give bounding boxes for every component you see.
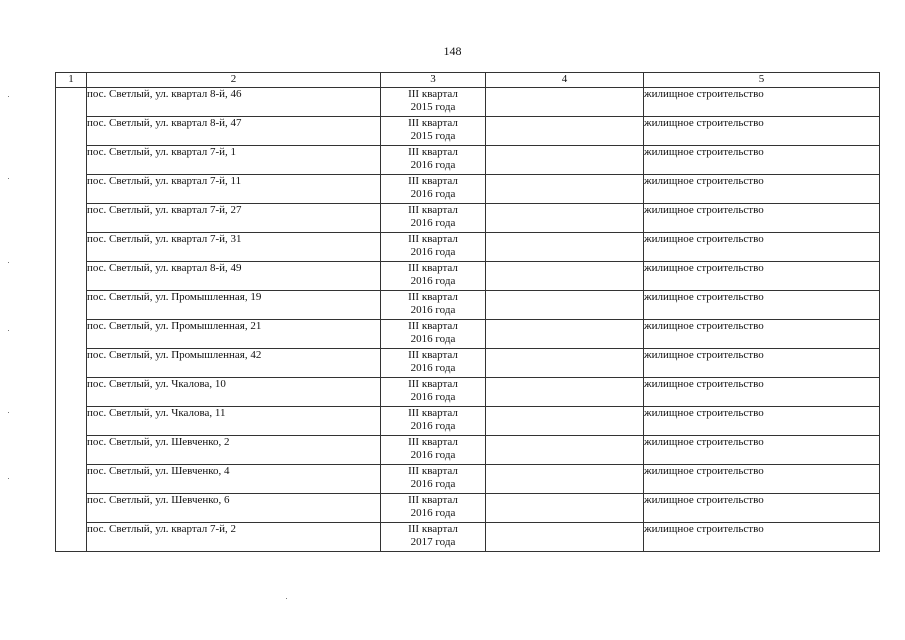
column-header-5: 5 — [644, 73, 880, 88]
table-row — [56, 465, 880, 494]
period-year: 2017 года — [410, 536, 456, 548]
period-quarter: III квартал — [408, 523, 458, 535]
period-cell — [381, 233, 486, 262]
purpose-cell: жилищное строительство — [644, 378, 880, 407]
column-4-cell — [486, 262, 644, 291]
period-year: 2016 года — [410, 188, 456, 200]
period-quarter: III квартал — [408, 233, 458, 245]
scan-artifact — [8, 178, 9, 179]
purpose-cell: жилищное строительство — [644, 523, 880, 552]
column-4-cell — [486, 407, 644, 436]
table-row — [56, 320, 880, 349]
table-row — [56, 494, 880, 523]
purpose-cell: жилищное строительство — [644, 465, 880, 494]
column-4-cell — [486, 146, 644, 175]
purpose-cell: жилищное строительство — [644, 233, 880, 262]
table-row — [56, 407, 880, 436]
period-cell — [381, 88, 486, 117]
period-year: 2016 года — [410, 449, 456, 461]
scan-artifact — [286, 598, 287, 599]
address-cell: пос. Светлый, ул. квартал 7-й, 11 — [87, 175, 381, 204]
table-header-row — [56, 73, 880, 88]
period-cell — [381, 378, 486, 407]
period-cell — [381, 494, 486, 523]
column-4-cell — [486, 320, 644, 349]
column-header-3: 3 — [381, 73, 486, 88]
period-cell — [381, 523, 486, 552]
period-year: 2016 года — [410, 246, 456, 258]
period-year: 2016 года — [410, 507, 456, 519]
scan-artifact — [8, 262, 9, 263]
table-row — [56, 117, 880, 146]
address-cell: пос. Светлый, ул. Чкалова, 10 — [87, 378, 381, 407]
period-quarter: III квартал — [408, 494, 458, 506]
column-4-cell — [486, 204, 644, 233]
purpose-cell: жилищное строительство — [644, 117, 880, 146]
address-cell: пос. Светлый, ул. Шевченко, 2 — [87, 436, 381, 465]
period-year: 2016 года — [410, 362, 456, 374]
purpose-cell: жилищное строительство — [644, 407, 880, 436]
period-year: 2016 года — [410, 275, 456, 287]
period-cell — [381, 465, 486, 494]
column-4-cell — [486, 175, 644, 204]
purpose-cell: жилищное строительство — [644, 175, 880, 204]
purpose-cell: жилищное строительство — [644, 204, 880, 233]
period-year: 2015 года — [410, 130, 456, 142]
address-cell: пос. Светлый, ул. Промышленная, 42 — [87, 349, 381, 378]
address-cell: пос. Светлый, ул. квартал 7-й, 1 — [87, 146, 381, 175]
purpose-cell: жилищное строительство — [644, 262, 880, 291]
purpose-cell: жилищное строительство — [644, 494, 880, 523]
period-cell — [381, 407, 486, 436]
period-year: 2016 года — [410, 391, 456, 403]
column-header-2: 2 — [87, 73, 381, 88]
period-year: 2016 года — [410, 333, 456, 345]
scan-artifact — [8, 330, 9, 331]
table-row — [56, 349, 880, 378]
period-year: 2015 года — [410, 101, 456, 113]
address-cell: пос. Светлый, ул. Шевченко, 6 — [87, 494, 381, 523]
period-year: 2016 года — [410, 478, 456, 490]
period-cell — [381, 175, 486, 204]
column-4-cell — [486, 494, 644, 523]
column-4-cell — [486, 523, 644, 552]
table-row — [56, 291, 880, 320]
column-4-cell — [486, 88, 644, 117]
purpose-cell: жилищное строительство — [644, 436, 880, 465]
address-cell: пос. Светлый, ул. квартал 7-й, 27 — [87, 204, 381, 233]
purpose-cell: жилищное строительство — [644, 349, 880, 378]
purpose-cell: жилищное строительство — [644, 320, 880, 349]
column-4-cell — [486, 291, 644, 320]
page-number: 148 — [443, 44, 462, 58]
table-row — [56, 378, 880, 407]
address-cell: пос. Светлый, ул. квартал 8-й, 49 — [87, 262, 381, 291]
column-header-4: 4 — [486, 73, 644, 88]
column-header-1: 1 — [56, 73, 87, 88]
period-quarter: III квартал — [408, 291, 458, 303]
period-cell — [381, 436, 486, 465]
table-row — [56, 175, 880, 204]
period-year: 2016 года — [410, 217, 456, 229]
scan-artifact — [8, 478, 9, 479]
table-row — [56, 523, 880, 552]
address-cell: пос. Светлый, ул. квартал 7-й, 31 — [87, 233, 381, 262]
period-cell — [381, 204, 486, 233]
address-cell: пос. Светлый, ул. Промышленная, 19 — [87, 291, 381, 320]
table-row — [56, 146, 880, 175]
address-cell: пос. Светлый, ул. квартал 8-й, 47 — [87, 117, 381, 146]
table-row — [56, 262, 880, 291]
period-quarter: III квартал — [408, 117, 458, 129]
column-4-cell — [486, 233, 644, 262]
scan-artifact — [8, 412, 9, 413]
period-cell — [381, 291, 486, 320]
period-quarter: III квартал — [408, 88, 458, 100]
period-quarter: III квартал — [408, 262, 458, 274]
address-cell: пос. Светлый, ул. Чкалова, 11 — [87, 407, 381, 436]
period-quarter: III квартал — [408, 407, 458, 419]
period-cell — [381, 117, 486, 146]
address-cell: пос. Светлый, ул. квартал 7-й, 2 — [87, 523, 381, 552]
column-4-cell — [486, 465, 644, 494]
column-4-cell — [486, 117, 644, 146]
period-year: 2016 года — [410, 420, 456, 432]
table-row — [56, 436, 880, 465]
scan-artifact — [8, 96, 9, 97]
purpose-cell: жилищное строительство — [644, 146, 880, 175]
period-cell — [381, 320, 486, 349]
table-row — [56, 204, 880, 233]
address-cell: пос. Светлый, ул. Шевченко, 4 — [87, 465, 381, 494]
period-quarter: III квартал — [408, 465, 458, 477]
period-cell — [381, 349, 486, 378]
address-cell: пос. Светлый, ул. Промышленная, 21 — [87, 320, 381, 349]
period-quarter: III квартал — [408, 378, 458, 390]
period-quarter: III квартал — [408, 146, 458, 158]
column-4-cell — [486, 349, 644, 378]
period-quarter: III квартал — [408, 349, 458, 361]
table-row — [56, 233, 880, 262]
period-quarter: III квартал — [408, 175, 458, 187]
column-4-cell — [486, 436, 644, 465]
period-cell — [381, 262, 486, 291]
purpose-cell: жилищное строительство — [644, 88, 880, 117]
purpose-cell: жилищное строительство — [644, 291, 880, 320]
period-quarter: III квартал — [408, 320, 458, 332]
period-cell — [381, 146, 486, 175]
row-number-cell — [56, 88, 87, 552]
period-quarter: III квартал — [408, 204, 458, 216]
period-year: 2016 года — [410, 304, 456, 316]
period-quarter: III квартал — [408, 436, 458, 448]
data-table — [55, 72, 880, 552]
column-4-cell — [486, 378, 644, 407]
table-row — [56, 88, 880, 117]
period-year: 2016 года — [410, 159, 456, 171]
address-cell: пос. Светлый, ул. квартал 8-й, 46 — [87, 88, 381, 117]
table-body — [56, 88, 880, 552]
